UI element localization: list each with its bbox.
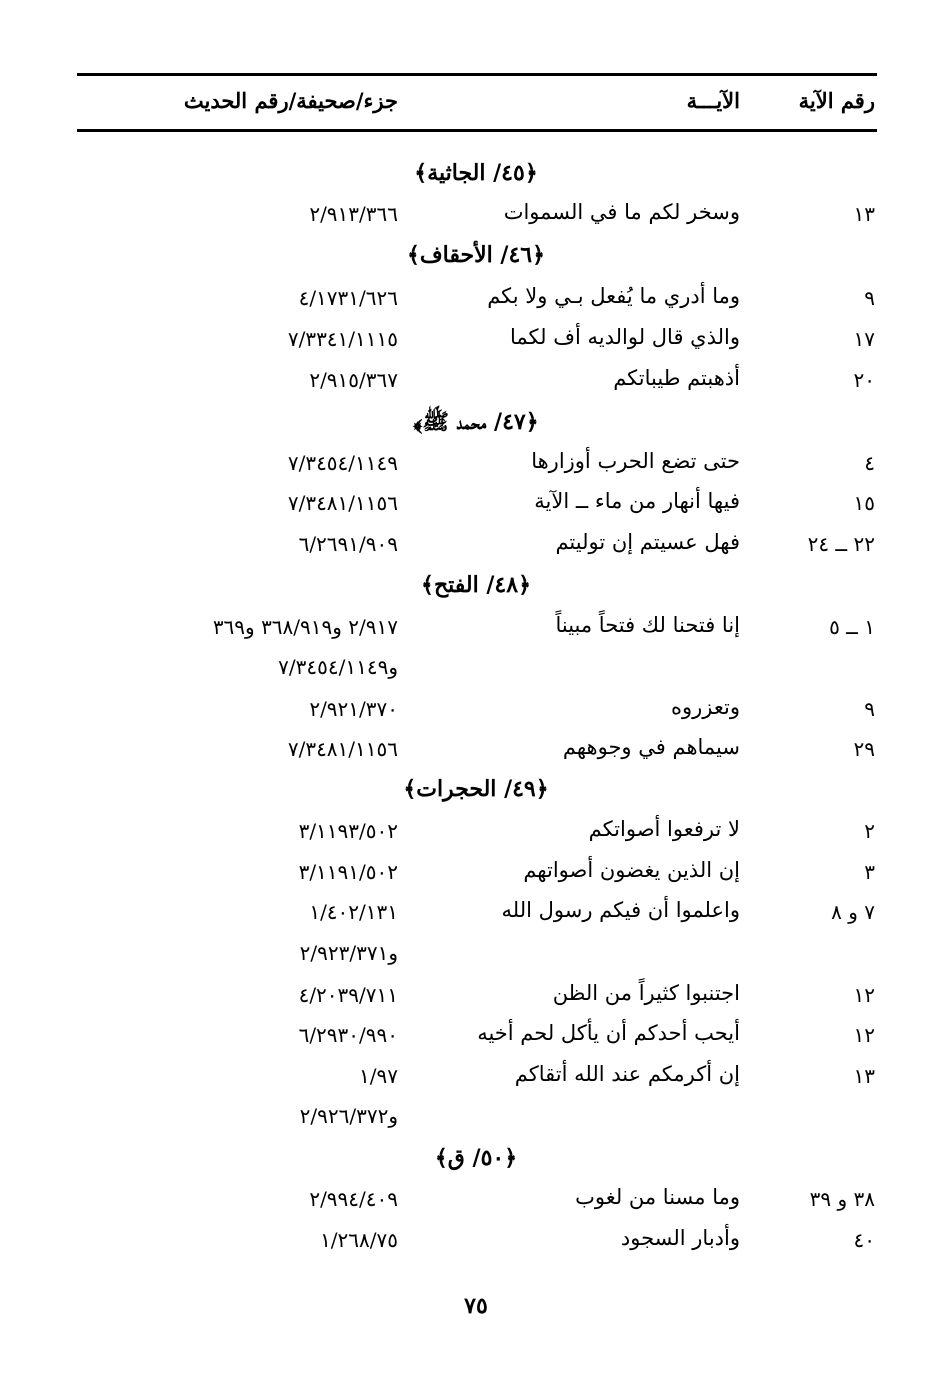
ayah-number: ١ ــ ٥ (829, 615, 875, 639)
ayah-text: وما مسنا من لغوب (575, 1185, 740, 1209)
surah-heading: ﴿٤٦/ الأحقاف﴾ (406, 242, 545, 268)
ayah-number: ١٥ (853, 491, 875, 515)
hadith-reference: ٢/٩١٣/٣٦٦ (309, 202, 398, 226)
hadith-reference: ٦/٢٩٣٠/٩٩٠ (298, 1023, 398, 1047)
ayah-text: والذي قال لوالديه أف لكما (510, 325, 740, 349)
ayah-text: حتى تضع الحرب أوزارها (531, 449, 740, 473)
hadith-reference: ٢/٩١٥/٣٦٧ (309, 368, 398, 392)
ayah-number: ٢٩ (853, 737, 875, 761)
ayah-number: ٢٠ (853, 368, 875, 392)
ayah-number: ٣٨ و ٣٩ (809, 1187, 875, 1211)
hadith-reference: ١/٤٠٢/١٣١ (309, 900, 398, 924)
hadith-reference: ٧/٣٤٥٤/١١٤٩ (287, 451, 398, 475)
ayah-number: ٢٢ ــ ٢٤ (807, 532, 875, 556)
ayah-number: ١٧ (853, 327, 875, 351)
surah-heading: ﴿٤٩/ الحجرات﴾ (403, 776, 549, 802)
hadith-reference: ٤/١٧٣١/٦٢٦ (298, 286, 398, 310)
ayah-text: فيها أنهار من ماء ــ الآية (534, 489, 740, 513)
header-ayah-number: رقم الآية (798, 88, 875, 113)
ayah-number: ٧ و ٨ (831, 900, 875, 924)
header-reference: جزء/صحيفة/رقم الحديث (183, 88, 398, 113)
ayah-text: إن أكرمكم عند الله أتقاكم (514, 1062, 740, 1086)
hadith-reference: و٧/٣٤٥٤/١١٤٩ (278, 655, 398, 679)
ayah-number: ٤٠ (853, 1228, 875, 1252)
ayah-number: ٩ (864, 697, 875, 721)
hadith-reference: ٢/٩١٧ و٣٦٨/٩١٩ و٣٦٩ (212, 615, 398, 639)
ayah-text: فهل عسيتم إن توليتم (555, 530, 740, 554)
ayah-text: وما أدري ما يُفعل بـي ولا بكم (487, 284, 740, 308)
hadith-reference: ٤/٢٠٣٩/٧١١ (298, 983, 398, 1007)
page-number: ٧٥ (464, 1293, 488, 1319)
surah-heading: ﴿٥٠/ ق﴾ (434, 1145, 518, 1171)
hadith-reference: ٧/٣٤٨١/١١٥٦ (287, 737, 398, 761)
top-rule (77, 73, 877, 76)
hadith-reference: ٦/٢٦٩١/٩٠٩ (298, 532, 398, 556)
header-bottom-rule (77, 129, 877, 132)
surah-heading: ﴿٤٨/ الفتح﴾ (421, 572, 531, 598)
ayah-text: وتعزروه (671, 695, 740, 719)
ayah-number: ١٢ (853, 1023, 875, 1047)
ayah-text: لا ترفعوا أصواتكم (588, 817, 740, 841)
ayah-number: ٩ (864, 286, 875, 310)
hadith-reference: ١/٩٧ (359, 1064, 398, 1088)
ayah-text: وسخر لكم ما في السموات (503, 200, 740, 224)
ayah-number: ١٣ (853, 1064, 875, 1088)
hadith-reference: ٣/١١٩٣/٥٠٢ (298, 819, 398, 843)
hadith-reference: ٧/٣٤٨١/١١٥٦ (287, 491, 398, 515)
hadith-reference: ٧/٣٣٤١/١١١٥ (287, 327, 398, 351)
ayah-text: إن الذين يغضون أصواتهم (523, 858, 740, 882)
hadith-reference: و٢/٩٢٣/٣٧١ (299, 941, 398, 965)
surah-heading: ﴿٤٧/ محمد ﷺ﴾ (413, 409, 539, 435)
ayah-text: سيماهم في وجوههم (562, 735, 740, 759)
ayah-number: ٢ (864, 819, 875, 843)
header-ayah: الآيـــة (686, 88, 740, 113)
hadith-reference: و٢/٩٢٦/٣٧٢ (299, 1104, 398, 1128)
hadith-reference: ١/٢٦٨/٧٥ (320, 1228, 398, 1252)
ayah-text: أيحب أحدكم أن يأكل لحم أخيه (477, 1021, 740, 1045)
ayah-number: ٤ (864, 451, 875, 475)
ayah-text: وأدبار السجود (620, 1226, 740, 1250)
hadith-reference: ٣/١١٩١/٥٠٢ (298, 860, 398, 884)
ayah-text: أذهبتم طيباتكم (613, 366, 740, 390)
hadith-reference: ٢/٩٢١/٣٧٠ (309, 697, 398, 721)
ayah-number: ١٢ (853, 983, 875, 1007)
ayah-number: ٣ (864, 860, 875, 884)
ayah-text: واعلموا أن فيكم رسول الله (501, 898, 740, 922)
hadith-reference: ٢/٩٩٤/٤٠٩ (309, 1187, 398, 1211)
ayah-number: ١٣ (853, 202, 875, 226)
surah-heading: ﴿٤٥/ الجاثية﴾ (414, 160, 538, 186)
ayah-text: إنا فتحنا لك فتحاً مبيناً (555, 613, 740, 637)
ayah-text: اجتنبوا كثيراً من الظن (552, 981, 740, 1005)
